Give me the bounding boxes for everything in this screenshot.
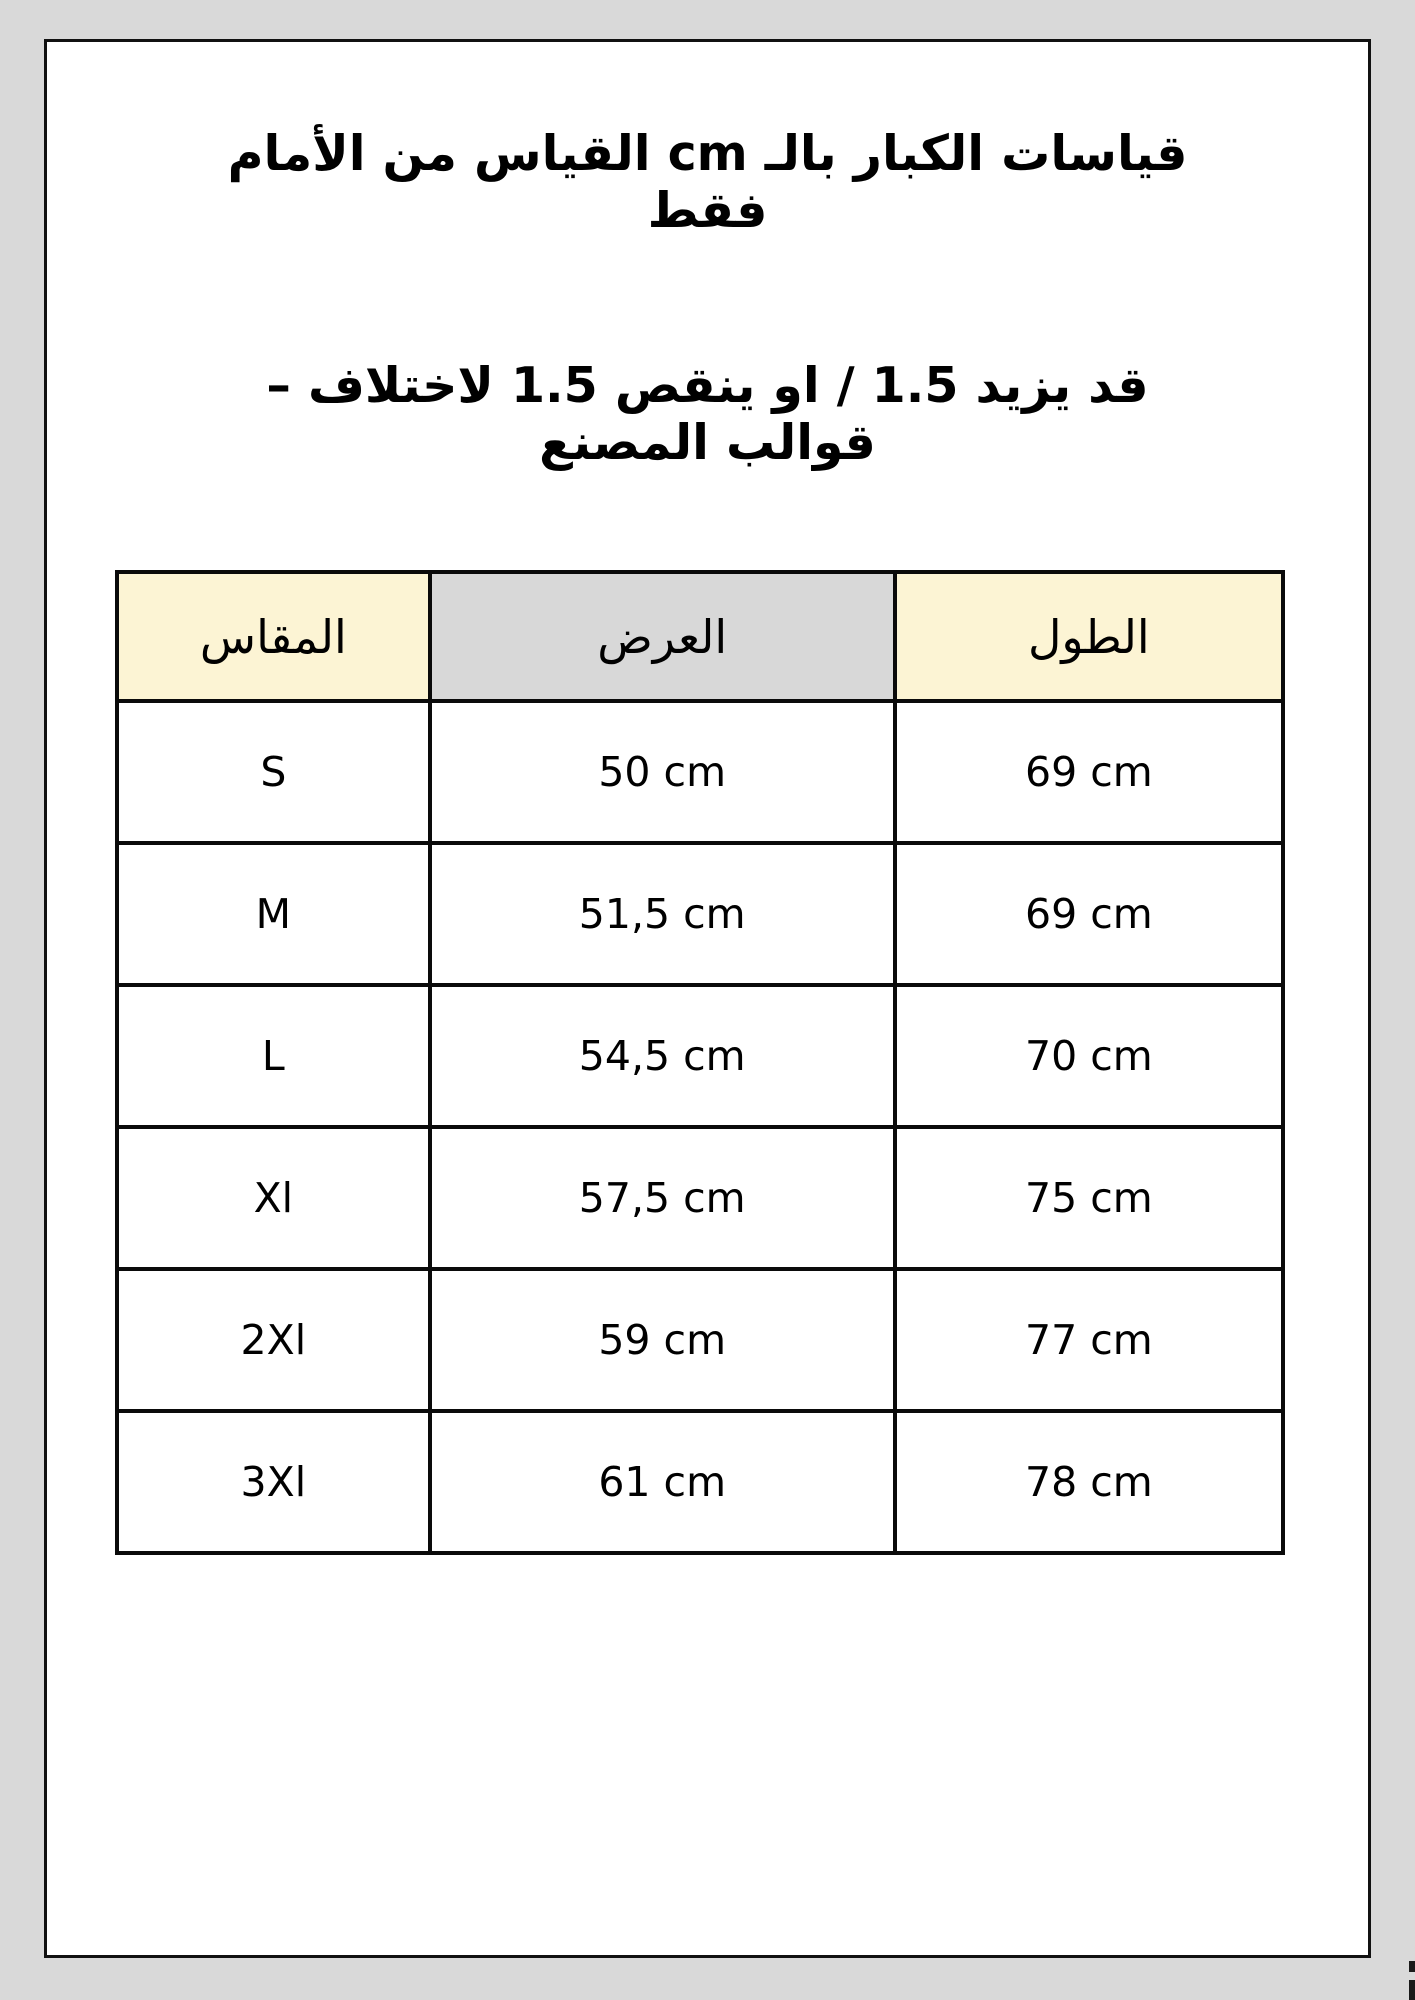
width-cell: 54,5 cm: [430, 985, 895, 1127]
table-row: [117, 843, 1283, 985]
size-cell: L: [117, 985, 430, 1127]
page-title-line2: فقط: [647, 181, 768, 239]
size-chart-page: [44, 39, 1371, 1958]
column-header-size: المقاس: [117, 572, 430, 701]
page-title-line1: قياسات الكبار بالـ cm القياس من الأمام: [227, 125, 1188, 182]
length-cell: 70 cm: [895, 985, 1283, 1127]
header-row: [117, 572, 1283, 701]
length-cell: 77 cm: [895, 1269, 1283, 1411]
length-cell: 75 cm: [895, 1127, 1283, 1269]
size-cell: 2Xl: [117, 1269, 430, 1411]
size-cell: S: [117, 701, 430, 843]
length-cell: 69 cm: [895, 701, 1283, 843]
table-row: [117, 1269, 1283, 1411]
table-row: [117, 985, 1283, 1127]
width-cell: 59 cm: [430, 1269, 895, 1411]
length-cell: 69 cm: [895, 843, 1283, 985]
tolerance-note-line2: قوالب المصنع: [539, 413, 876, 471]
tolerance-note: [47, 358, 1368, 472]
table-row: [117, 1411, 1283, 1553]
size-table-header: [117, 572, 1283, 701]
size-cell: Xl: [117, 1127, 430, 1269]
column-header-length: الطول: [895, 572, 1283, 701]
width-cell: 51,5 cm: [430, 843, 895, 985]
page-title: [47, 126, 1368, 240]
width-cell: 57,5 cm: [430, 1127, 895, 1269]
tolerance-note-line1: قد يزيد 1.5 / او ينقص 1.5 لاختلاف –: [266, 357, 1149, 414]
length-cell: 78 cm: [895, 1411, 1283, 1553]
table-row: [117, 701, 1283, 843]
size-table: [115, 570, 1285, 1555]
page-edge-artifact: [1409, 1980, 1415, 2000]
column-header-width: العرض: [430, 572, 895, 701]
size-cell: M: [117, 843, 430, 985]
size-cell: 3Xl: [117, 1411, 430, 1553]
page-edge-artifact: [1409, 1961, 1415, 1972]
width-cell: 50 cm: [430, 701, 895, 843]
width-cell: 61 cm: [430, 1411, 895, 1553]
table-row: [117, 1127, 1283, 1269]
size-table-body: [117, 701, 1283, 1553]
